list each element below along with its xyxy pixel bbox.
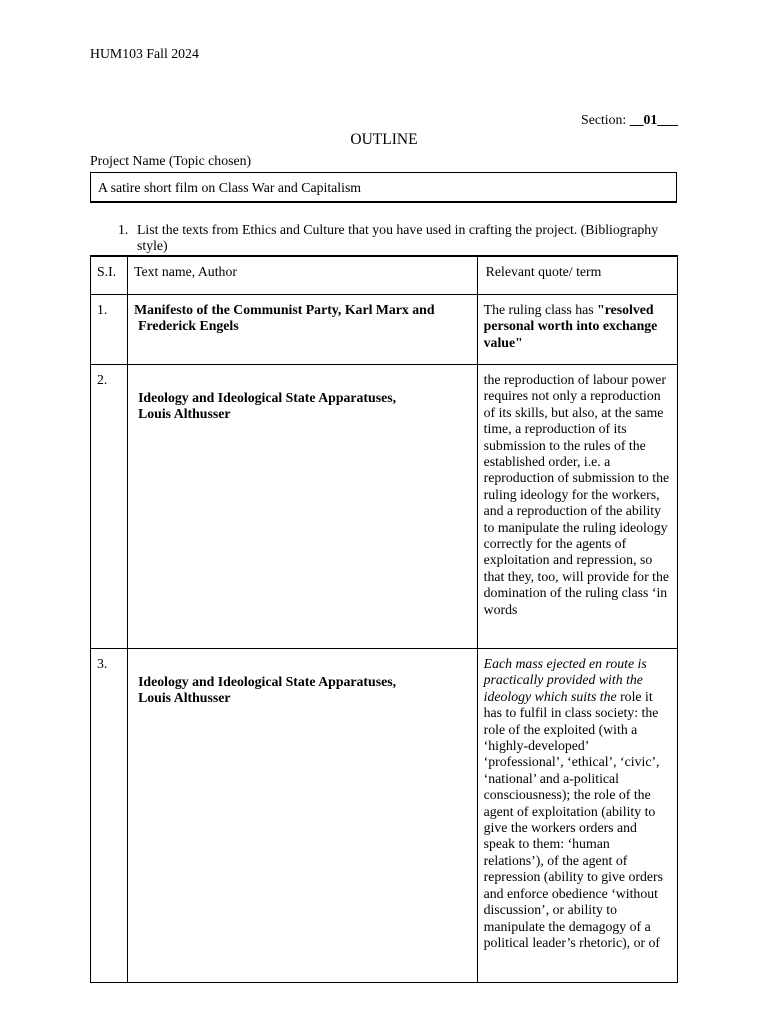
header-quote-label: Relevant quote/ term	[485, 264, 602, 279]
row-quote: the reproduction of labour power requires not only a reproduction of its skills, but also, at the same time, a reproduction of its submission to the rules of the established order, i.e. a reproduction of submission to the ruling ideology for the workers, and a reproduction of the ability to manipulate the ruling ideology correctly for the agents of exploitation and repression, so that they, too, will provide for the domination of the ruling class ‘in words	[477, 365, 677, 649]
row-quote-italic: Each mass ejected en route is practically provided with the ideology which suits the	[483, 656, 647, 704]
header-text-name: Text name, Author	[128, 256, 478, 295]
row-title-line1: Ideology and Ideological State Apparatuses,	[138, 674, 397, 689]
row-text-name	[128, 295, 478, 365]
table-row	[91, 295, 678, 365]
table-header-row	[91, 256, 678, 295]
table-row	[91, 365, 678, 649]
question-text: List the texts from Ethics and Culture that you have used in crafting the project. (Bibliography style)	[137, 222, 659, 254]
row-title-line1: Manifesto of the Communist Party, Karl Marx and	[134, 302, 435, 317]
row-quote-bold: "resolved personal worth into exchange value"	[483, 302, 658, 350]
project-topic-text: A satire short film on Class War and Capitalism	[98, 180, 362, 195]
row-quote-plain: role it has to fulfil in class society: the role of the exploited (with a ‘highly-developed’ ‘professional’, ‘ethical’, ‘civic’, ‘national’ and a-political consciousness); the role of the agent of exploitation (ability to give the workers orders and speak to them: ‘human relations’), of the agent of repression (ability to give orders and enforce obedience ‘without discussion’, or ability to manipulate the demagogy of a political leader’s rhetoric), or of	[483, 688, 663, 950]
project-topic-box	[90, 172, 677, 203]
project-name-label: Project Name (Topic chosen)	[90, 153, 252, 168]
row-quote	[477, 649, 677, 983]
question-number: 1.	[118, 222, 129, 237]
header-si: S.I.	[91, 256, 128, 295]
table-row	[91, 649, 678, 983]
row-si: 1.	[91, 295, 128, 365]
row-text-name	[128, 365, 478, 649]
row-text-name	[128, 649, 478, 983]
row-title-line2: Louis Althusser	[138, 690, 231, 706]
references-table	[90, 255, 678, 983]
row-title-line2: Louis Althusser	[138, 406, 231, 422]
header-quote	[477, 256, 677, 295]
row-title-line1: Ideology and Ideological State Apparatuses,	[138, 390, 397, 405]
row-quote-plain: The ruling class has	[483, 302, 598, 317]
row-si: 3.	[91, 649, 128, 983]
section-value: __01___	[629, 112, 678, 127]
row-title-line2: Frederick Engels	[138, 318, 239, 334]
course-header: HUM103 Fall 2024	[90, 46, 199, 61]
section-label: Section:	[581, 112, 630, 127]
page-title: OUTLINE	[350, 131, 418, 148]
row-quote	[477, 295, 677, 365]
row-si: 2.	[91, 365, 128, 649]
section-field	[581, 112, 678, 128]
